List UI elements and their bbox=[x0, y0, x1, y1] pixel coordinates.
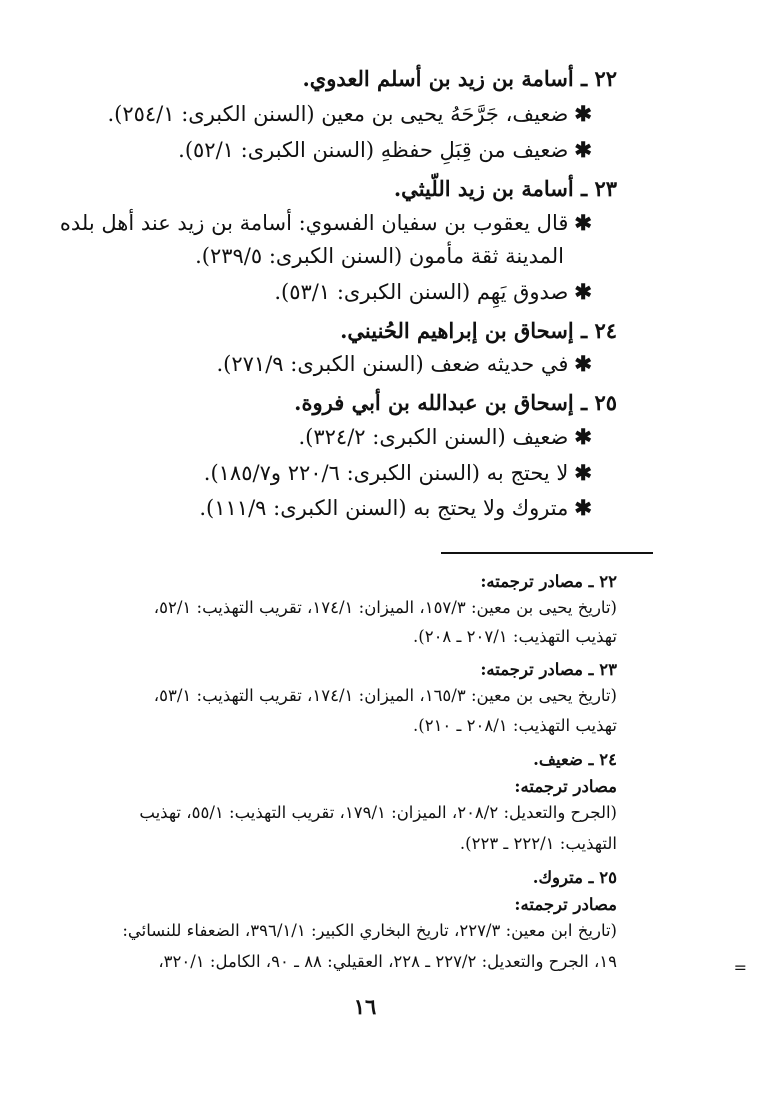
footnote-heading: مصادر ترجمته: bbox=[514, 777, 617, 796]
footnote-line: (تاريخ يحيى بن معين: ١٦٥/٣، الميزان: ١٧٤/١، تقريب التهذيب: ٥٣/١، bbox=[153, 686, 617, 705]
bullet-icon: ✱ bbox=[574, 279, 592, 304]
footnote-divider bbox=[441, 552, 653, 554]
footnote-heading: ٢٤ ـ ضعيف. bbox=[533, 750, 617, 769]
footnote-line: (تاريخ يحيى بن معين: ١٥٧/٣، الميزان: ١٧٤/١، تقريب التهذيب: ٥٢/١، bbox=[153, 598, 617, 617]
entry-item-text: لا يحتج به (السنن الكبرى: ٢٢٠/٦ و١٨٥/٧). bbox=[203, 461, 569, 485]
footnote-line: (الجرح والتعديل: ٢٠٨/٢، الميزان: ١٧٩/١، تقريب التهذيب: ٥٥/١، تهذيب bbox=[139, 803, 617, 822]
footnote-heading: مصادر ترجمته: bbox=[514, 895, 617, 914]
entry-item-text: ضعيف من قِبَلِ حفظهِ (السنن الكبرى: ٥٢/١). bbox=[178, 138, 569, 162]
entry-item bbox=[217, 351, 593, 376]
entry-item-text: قال يعقوب بن سفيان الفسوي: أسامة بن زيد عند أهل بلده bbox=[59, 211, 569, 235]
entry-item bbox=[299, 424, 593, 449]
bullet-icon: ✱ bbox=[574, 424, 592, 449]
bullet-icon: ✱ bbox=[574, 460, 592, 485]
entry-item bbox=[204, 460, 592, 485]
footnote-line: تهذيب التهذيب: ٢٠٨/١ ـ ٢١٠). bbox=[413, 716, 617, 735]
entry-item bbox=[107, 101, 592, 126]
footnote-line: ١٩، الجرح والتعديل: ٢٢٧/٢ ـ ٢٢٨، العقيلي: ٨٨ ـ ٩٠، الكامل: ٣٢٠/١، bbox=[158, 952, 617, 971]
entry-heading: ٢٤ ـ إسحاق بن إبراهيم الحُنيني. bbox=[340, 318, 617, 343]
footnote-heading: ٢٢ ـ مصادر ترجمته: bbox=[480, 572, 617, 591]
entry-heading: ٢٢ ـ أسامة بن زيد بن أسلم العدوي. bbox=[302, 66, 617, 91]
page-number: ١٦ bbox=[353, 994, 377, 1019]
footnote-line: تهذيب التهذيب: ٢٠٧/١ ـ ٢٠٨). bbox=[413, 627, 617, 646]
entry-heading: ٢٣ ـ أسامة بن زيد اللّيثي. bbox=[393, 176, 617, 201]
entry-item-text: في حديثه ضعف (السنن الكبرى: ٢٧١/٩). bbox=[216, 352, 569, 376]
footnote-line: التهذيب: ٢٢٢/١ ـ ٢٢٣). bbox=[459, 834, 617, 853]
bullet-icon: ✱ bbox=[574, 101, 592, 126]
footnote-heading: ٢٣ ـ مصادر ترجمته: bbox=[480, 660, 617, 679]
entry-item bbox=[60, 210, 592, 235]
entry-heading: ٢٥ ـ إسحاق بن عبدالله بن أبي فروة. bbox=[294, 390, 617, 415]
footnote-line: (تاريخ ابن معين: ٢٢٧/٣، تاريخ البخاري الكبير: ٣٩٦/١/١، الضعفاء للنسائي: bbox=[122, 921, 617, 940]
entry-item-text: متروك ولا يحتج به (السنن الكبرى: ١١١/٩). bbox=[199, 496, 569, 520]
bullet-icon: ✱ bbox=[574, 210, 592, 235]
entry-item-text: صدوق يَهِم (السنن الكبرى: ٥٣/١). bbox=[274, 280, 569, 304]
footnote-heading: ٢٥ ـ متروك. bbox=[532, 868, 617, 887]
bullet-icon: ✱ bbox=[574, 137, 592, 162]
entry-item-continuation: المدينة ثقة مأمون (السنن الكبرى: ٢٣٩/٥). bbox=[195, 244, 564, 268]
bullet-icon: ✱ bbox=[574, 495, 592, 520]
entry-item bbox=[274, 279, 592, 304]
bullet-icon: ✱ bbox=[574, 351, 592, 376]
continuation-mark: = bbox=[733, 958, 747, 977]
entry-item-text: ضعيف (السنن الكبرى: ٣٢٤/٢). bbox=[298, 425, 569, 449]
entry-item-text: ضعيف، جَرَّحَهُ يحيى بن معين (السنن الكبرى: ٢٥٤/١). bbox=[107, 102, 569, 126]
entry-item bbox=[199, 495, 592, 520]
entry-item bbox=[178, 137, 592, 162]
